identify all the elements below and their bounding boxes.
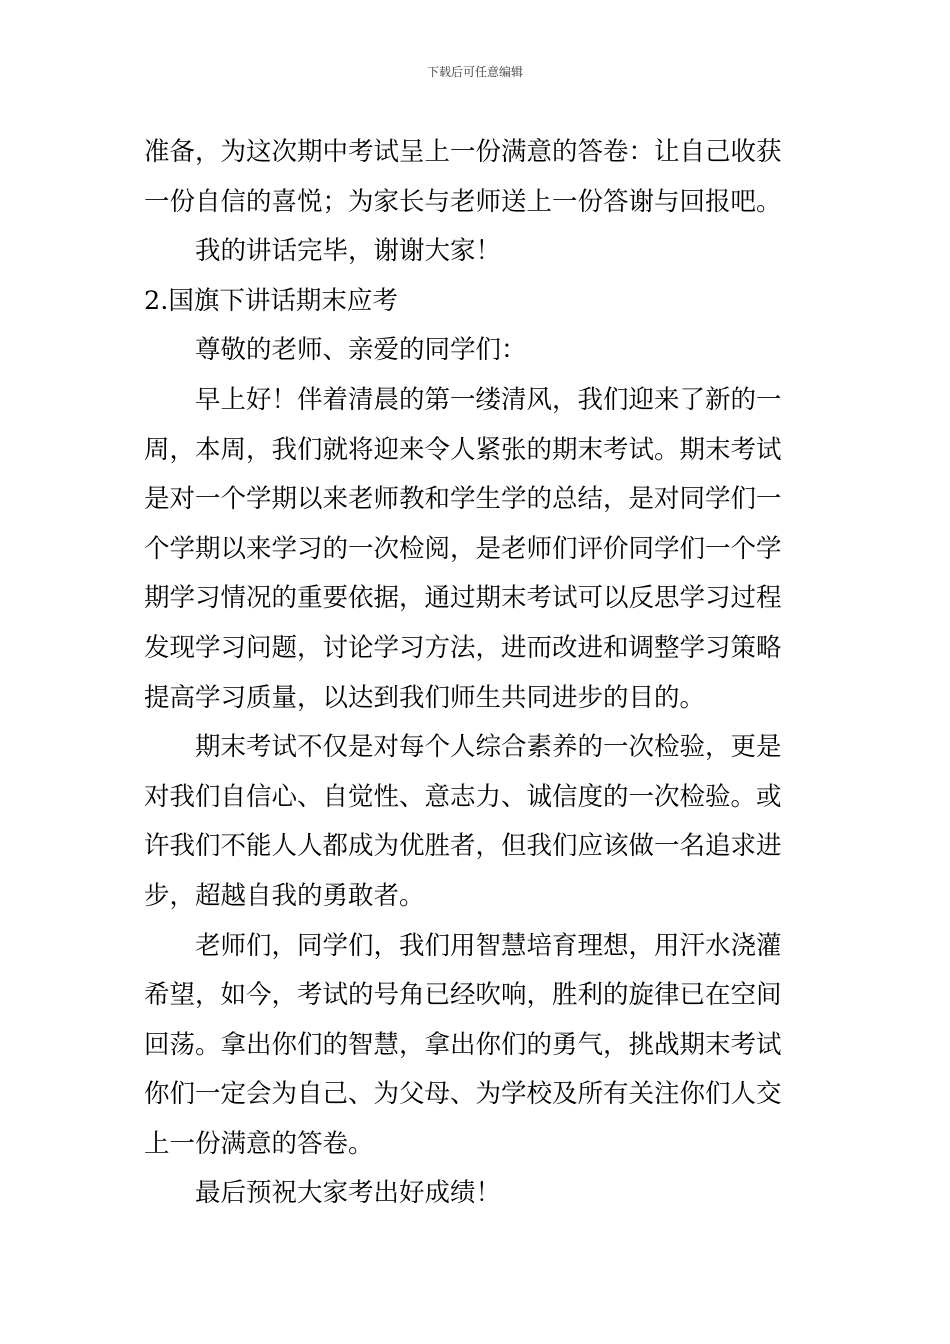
text-line: 对我们自信心、自觉性、意志力、诚信度的一次检验。或 bbox=[144, 781, 782, 812]
salutation: 尊敬的老师、亲爱的同学们： bbox=[195, 335, 527, 366]
page-header: 下载后可任意编辑 bbox=[426, 65, 523, 79]
text-line: 我的讲话完毕，谢谢大家！ bbox=[195, 236, 502, 267]
section-heading: 2.国旗下讲话期末应考 bbox=[144, 285, 398, 316]
text-line: 准备，为这次期中考试呈上一份满意的答卷：让自己收获 bbox=[144, 137, 782, 167]
text-line: 最后预祝大家考出好成绩！ bbox=[195, 1178, 502, 1209]
text-line: 周，本周，我们就将迎来令人紧张的期末考试。期末考试 bbox=[144, 434, 782, 465]
text-line: 老师们，同学们，我们用智慧培育理想，用汗水浇灌 bbox=[195, 930, 782, 961]
text-line: 提高学习质量，以达到我们师生共同进步的目的。 bbox=[144, 682, 706, 713]
text-line: 期末考试不仅是对每个人综合素养的一次检验，更是 bbox=[195, 732, 782, 763]
text-line: 许我们不能人人都成为优胜者，但我们应该做一名追求进 bbox=[144, 831, 782, 862]
text-line: 回荡。拿出你们的智慧，拿出你们的勇气，挑战期末考试 bbox=[144, 1029, 782, 1060]
text-line: 发现学习问题，讨论学习方法，进而改进和调整学习策略 bbox=[144, 632, 782, 663]
text-line: 个学期以来学习的一次检阅，是老师们评价同学们一个学 bbox=[144, 533, 782, 564]
text-line: 希望，如今，考试的号角已经吹响，胜利的旋律已在空间 bbox=[144, 980, 782, 1011]
text-line: 早上好！伴着清晨的第一缕清风，我们迎来了新的一 bbox=[195, 384, 782, 415]
text-line: 是对一个学期以来老师教和学生学的总结，是对同学们一 bbox=[144, 484, 782, 515]
text-line: 一份自信的喜悦；为家长与老师送上一份答谢与回报吧。 bbox=[144, 186, 782, 217]
document-body bbox=[144, 128, 816, 1219]
text-line: 你们一定会为自己、为父母、为学校及所有关注你们人交 bbox=[144, 1079, 782, 1110]
text-line: 期学习情况的重要依据，通过期末考试可以反思学习过程 bbox=[144, 583, 782, 614]
text-line: 上一份满意的答卷。 bbox=[144, 1128, 374, 1159]
text-line: 步，超越自我的勇敢者。 bbox=[144, 880, 425, 911]
